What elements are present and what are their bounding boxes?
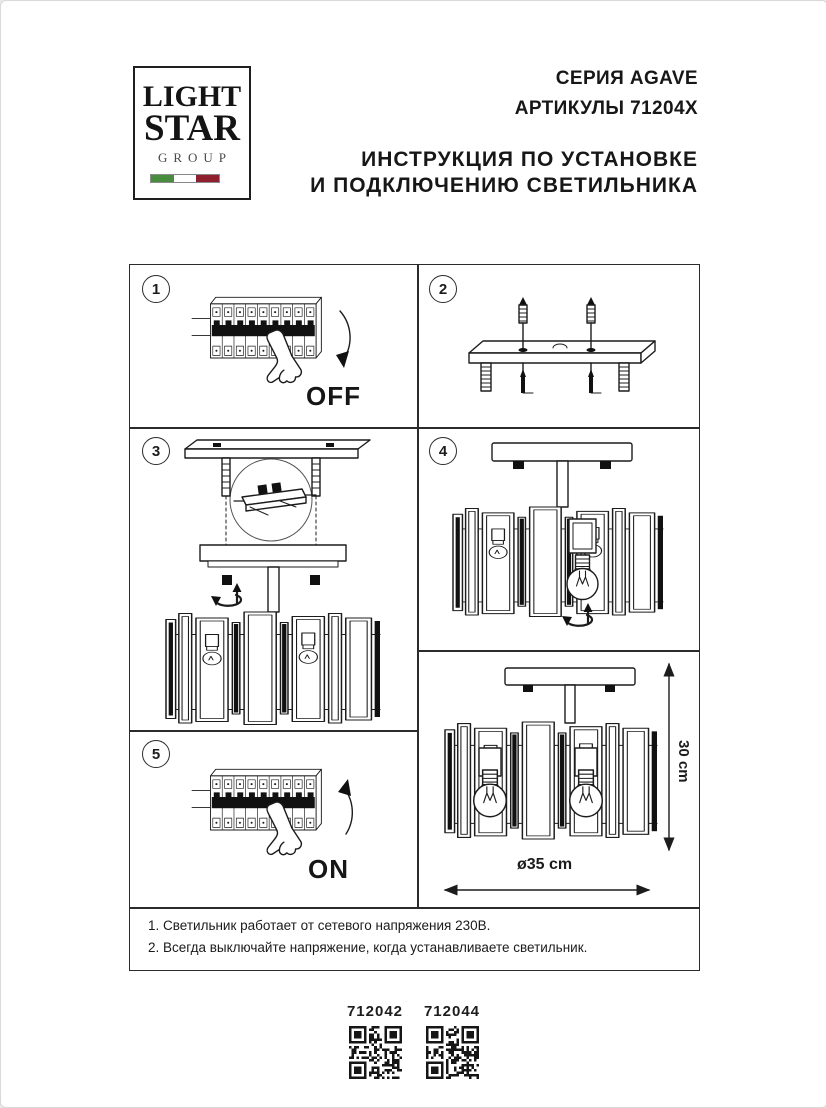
on-label: ON <box>308 854 349 884</box>
step-4-number: 4 <box>429 437 457 465</box>
step-4-panel <box>417 427 699 650</box>
logo-text-light: LIGHT <box>142 80 242 113</box>
circuit-breaker-on-drawing <box>130 730 417 907</box>
bulb-installation-drawing <box>417 427 699 650</box>
step-5-panel <box>130 730 417 907</box>
flag-green <box>151 175 174 182</box>
note-1: 1. Светильник работает от сетевого напряжения 230В. <box>148 918 491 933</box>
logo-text-star: STAR <box>144 108 240 149</box>
qr-label-2: 712044 <box>423 1003 481 1020</box>
step-3-panel <box>130 427 417 730</box>
flag-white <box>174 175 197 182</box>
off-label: OFF <box>306 381 361 411</box>
qr-label-1: 712042 <box>346 1003 404 1020</box>
circuit-breaker-off-drawing <box>130 265 417 427</box>
height-dimension-label: 30 cm <box>675 740 692 783</box>
flag-red <box>196 175 219 182</box>
step-3-number: 3 <box>142 437 170 465</box>
italian-flag-stripe <box>150 174 220 183</box>
qr-code-1 <box>349 1026 402 1079</box>
qr-code-2 <box>426 1026 479 1079</box>
step-1-number: 1 <box>142 275 170 303</box>
articles-title: АРТИКУЛЫ 71204X <box>514 98 698 119</box>
notes-panel <box>130 907 699 970</box>
dimensions-panel <box>417 650 699 907</box>
step-5-number: 5 <box>142 740 170 768</box>
mounting-plate-drawing <box>417 265 699 427</box>
fixture-assembly-drawing <box>130 427 417 730</box>
step-1-panel <box>130 265 417 427</box>
instruction-title-line2: И ПОДКЛЮЧЕНИЮ СВЕТИЛЬНИКА <box>310 174 698 197</box>
instruction-title-block <box>310 147 698 199</box>
instruction-grid <box>129 264 700 971</box>
instruction-title-line1: ИНСТРУКЦИЯ ПО УСТАНОВКЕ <box>361 148 698 171</box>
series-title-block <box>515 64 698 124</box>
series-title: СЕРИЯ AGAVE <box>555 68 698 89</box>
diameter-dimension-label: ø35 cm <box>517 856 573 873</box>
note-2: 2. Всегда выключайте напряжение, когда устанавливаете светильник. <box>148 939 588 955</box>
step-2-number: 2 <box>429 275 457 303</box>
lightstar-logo <box>133 66 251 200</box>
logo-text-group: GROUP <box>157 150 233 165</box>
step-2-panel <box>417 265 699 427</box>
